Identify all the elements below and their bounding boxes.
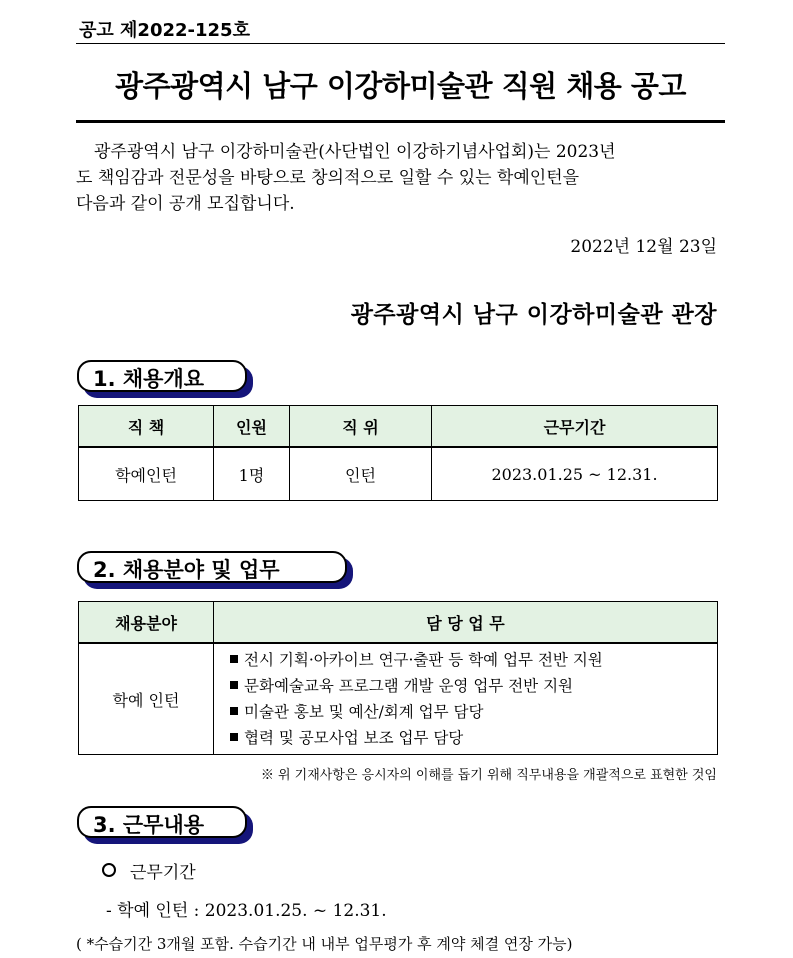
intro-line-3: 다음과 같이 공개 모집합니다. — [76, 194, 295, 214]
cell-period: 2023.01.25 ~ 12.31. — [432, 447, 718, 501]
recruitment-overview-table — [78, 405, 718, 501]
cell-rank: 인턴 — [290, 447, 432, 501]
intro-line-1: 광주광역시 남구 이강하미술관(사단법인 이강하기념사업회)는 2023년 — [94, 142, 616, 162]
duties-table — [78, 601, 718, 755]
intro-line-2: 도 책임감과 전문성을 바탕으로 창의적으로 일할 수 있는 학예인턴을 — [76, 168, 580, 188]
header-period: 근무기간 — [432, 406, 718, 448]
header-headcount: 인원 — [214, 406, 290, 448]
table-row — [79, 447, 718, 501]
duties-note: ※ 위 기재사항은 응시자의 이해를 돕기 위해 직무내용을 개괄적으로 표현한 것임 — [260, 768, 717, 783]
table-row — [79, 643, 718, 755]
top-rule — [76, 43, 725, 44]
title-rule — [76, 120, 725, 123]
square-bullet-icon — [230, 681, 238, 689]
notice-date: 2022년 12월 23일 — [570, 237, 717, 257]
cell-position: 학예인턴 — [79, 447, 214, 501]
header-field: 채용분야 — [79, 602, 214, 644]
list-item: 문화예술교육 프로그램 개발 운영 업무 전반 지원 — [230, 673, 707, 699]
circle-bullet-icon — [102, 863, 116, 877]
work-period-item — [102, 858, 196, 883]
section-heading-3-label: 3. 근무내용 — [93, 813, 205, 837]
list-item: 전시 기획·아카이브 연구·출판 등 학예 업무 전반 지원 — [230, 647, 707, 673]
work-period-detail: - 학예 인턴 : 2023.01.25. ~ 12.31. — [106, 901, 387, 921]
header-position: 직 책 — [79, 406, 214, 448]
cell-field: 학예 인턴 — [79, 643, 214, 755]
section-heading-1 — [77, 360, 247, 392]
section-heading-2-label: 2. 채용분야 및 업무 — [93, 558, 280, 582]
square-bullet-icon — [230, 733, 238, 741]
notice-number: 공고 제2022-125호 — [79, 20, 250, 41]
header-duties: 담 당 업 무 — [214, 602, 718, 644]
intro-paragraph — [76, 139, 725, 217]
table-header-row — [79, 406, 718, 448]
section-heading-2 — [77, 551, 347, 583]
header-rank: 직 위 — [290, 406, 432, 448]
probation-footnote: ( *수습기간 3개월 포함. 수습기간 내 내부 업무평가 후 계약 체결 연장 가능) — [76, 935, 573, 953]
square-bullet-icon — [230, 707, 238, 715]
section-heading-3 — [77, 806, 247, 838]
cell-duties — [214, 643, 718, 755]
list-item: 협력 및 공모사업 보조 업무 담당 — [230, 725, 707, 751]
section-heading-1-label: 1. 채용개요 — [93, 367, 205, 391]
table-header-row — [79, 602, 718, 644]
square-bullet-icon — [230, 655, 238, 663]
page-title: 광주광역시 남구 이강하미술관 직원 채용 공고 — [115, 69, 686, 103]
signer: 광주광역시 남구 이강하미술관 관장 — [350, 301, 717, 328]
list-item: 미술관 홍보 및 예산/회계 업무 담당 — [230, 699, 707, 725]
cell-headcount: 1명 — [214, 447, 290, 501]
work-period-label: 근무기간 — [130, 863, 196, 883]
